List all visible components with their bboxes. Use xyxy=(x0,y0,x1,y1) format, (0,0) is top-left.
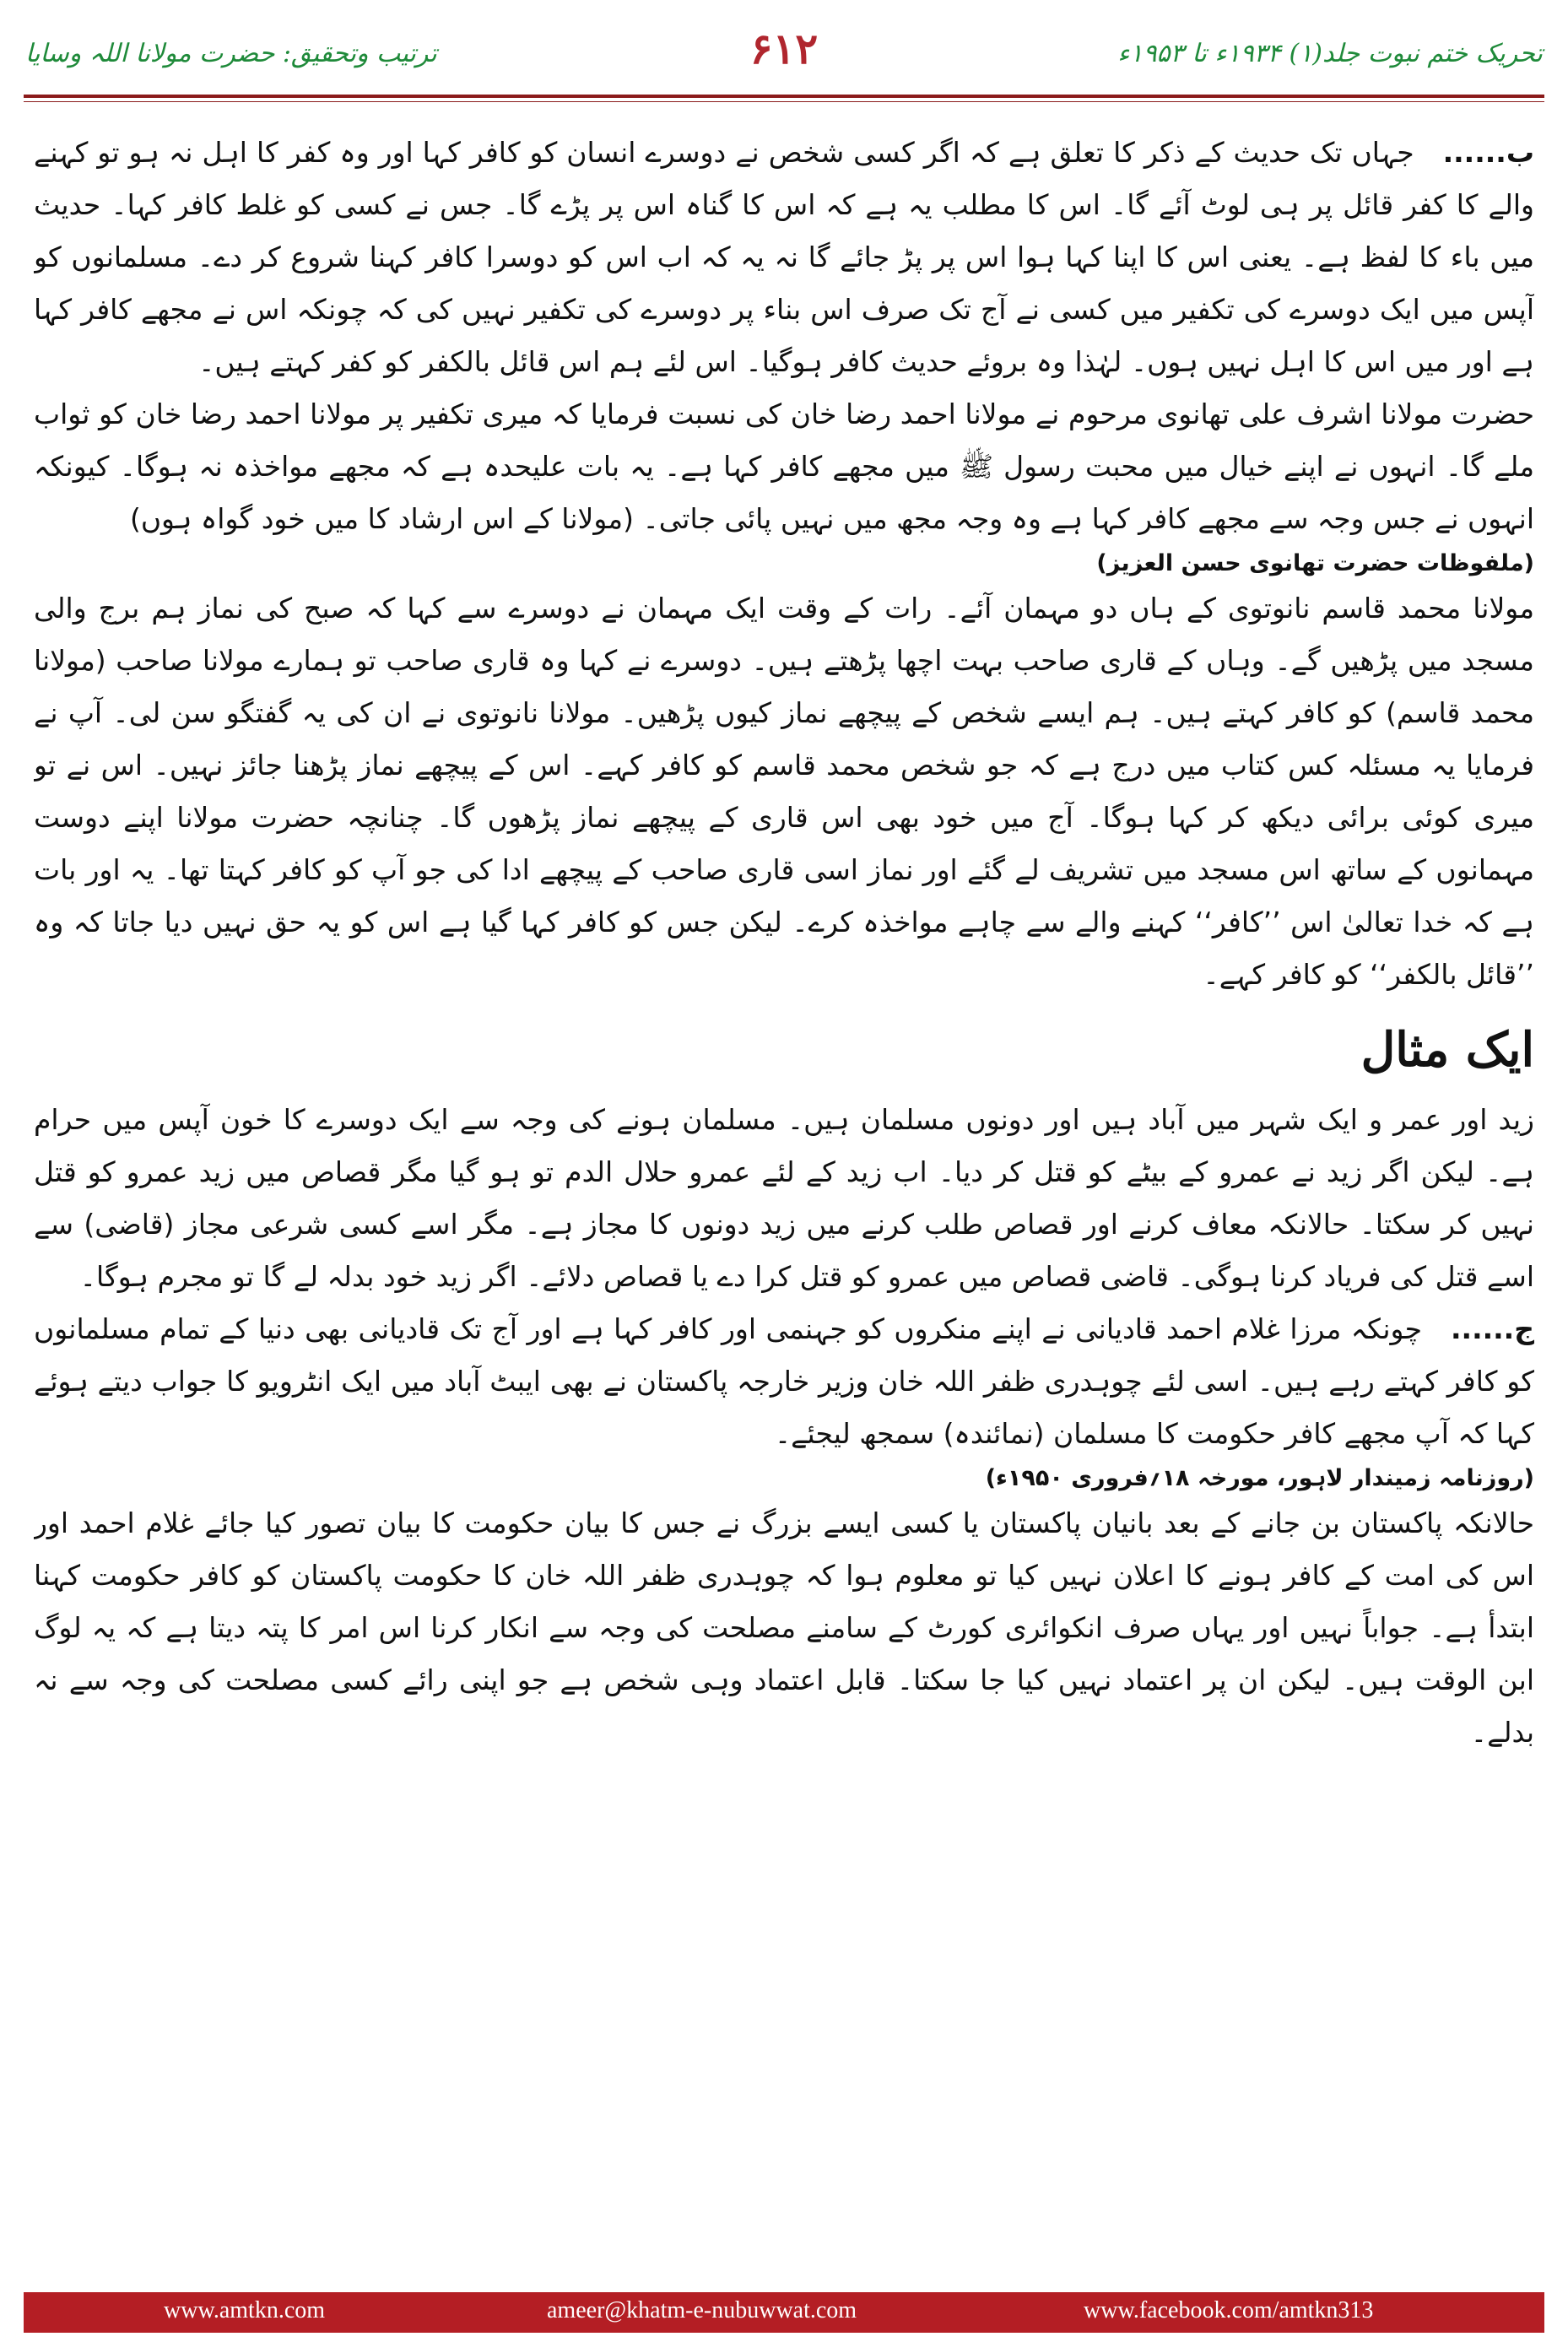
paragraph-b xyxy=(34,127,1534,388)
citation-zamindar: (روزنامہ زمیندار لاہور، مورخہ ۱۸؍فروری ۱۹۵۰ء) xyxy=(985,1465,1534,1491)
paragraph-nanotvi xyxy=(34,582,1534,1001)
paragraph-example xyxy=(34,1094,1534,1303)
paragraph-example-text: زید اور عمر و ایک شہر میں آباد ہیں اور دونوں مسلمان ہیں۔ مسلمان ہونے کی وجہ سے ایک دوسرے کا خون آپس میں حرام ہے۔ لیکن اگر زید نے عمرو کے بیٹے کو قتل کر دیا۔ اب زید کے لئے عمرو حلال الدم تو ہو گیا مگر قصاص میں زید عمرو کو قتل نہیں کر سکتا۔ حالانکہ معاف کرنے اور قصاص طلب کرنے میں زید دونوں کا مجاز ہے۔ مگر اسے کسی شرعی مجاز (قاضی) سے اسے قتل کی فریاد کرنا ہوگی۔ قاضی قصاص میں عمرو کو قتل کرا دے یا قصاص دلائے۔ اگر زید خود بدلہ لے گا تو مجرم ہوگا۔ xyxy=(34,1103,1534,1293)
header-divider-thin xyxy=(24,101,1544,102)
page-number: ۶۱۲ xyxy=(749,24,819,73)
page-body xyxy=(34,127,1534,2245)
paragraph-nanotvi-text: مولانا محمد قاسم نانوتوی کے ہاں دو مہمان آئے۔ رات کے وقت ایک مہمان نے دوسرے سے کہا کہ صبح کی نماز ہم برج والی مسجد میں پڑھیں گے۔ وہاں کے قاری صاحب بہت اچھا پڑھتے ہیں۔ دوسرے نے کہا وہ قاری صاحب تو ہمارے مولانا صاحب (مولانا محمد قاسم) کو کافر کہتے ہیں۔ ہم ایسے شخص کے پیچھے نماز کیوں پڑھیں۔ مولانا نانوتوی نے ان کی یہ گفتگو سن لی۔ آپ نے فرمایا یہ مسئلہ کس کتاب میں درج ہے کہ جو شخص محمد قاسم کو کافر کہے۔ اس کے پیچھے نماز پڑھنا جائز نہیں۔ اس نے تو میری کوئی برائی دیکھ کر کہا ہوگا۔ آج میں خود بھی اس قاری کے پیچھے نماز پڑھوں گا۔ چنانچہ حضرت مولانا اپنے دوست مہمانوں کے ساتھ اس مسجد میں تشریف لے گئے اور نماز اسی قاری صاحب کے پیچھے ادا کی جو آپ کو کافر کہتا تھا۔ یہ اور بات ہے کہ خدا تعالیٰ اس ’’کافر‘‘ کہنے والے سے چاہے مواخذہ کرے۔ لیکن جس کو کافر کہا گیا ہے اس کو یہ حق نہیں دیا جاتا کہ وہ ’’قائل بالکفر‘‘ کو کافر کہے۔ xyxy=(34,592,1534,991)
paragraph-thanvi-text: حضرت مولانا اشرف علی تھانوی مرحوم نے مولانا احمد رضا خان کی نسبت فرمایا کہ میری تکفیر پر مولانا احمد رضا خان کو ثواب ملے گا۔ انہوں نے اپنے خیال میں محبت رسول ﷺ میں مجھے کافر کہا ہے۔ یہ بات علیحدہ ہے کہ مجھے مواخذہ نہ ہوگا۔ کیونکہ انہوں نے جس وجہ سے مجھے کافر کہا ہے وہ وجہ مجھ میں نہیں پائی جاتی۔ (مولانا کے اس ارشاد کا میں خود گواہ ہوں) xyxy=(34,398,1534,535)
paragraph-j-text: چونکہ مرزا غلام احمد قادیانی نے اپنے منکروں کو جہنمی اور کافر کہا ہے اور آج تک قادیانی بھی دنیا کے تمام مسلمانوں کو کافر کہتے رہے ہیں۔ اسی لئے چوہدری ظفر اللہ خان وزیر خارجہ پاکستان نے بھی ایبٹ آباد میں ایک انٹرویو کا جواب دیتے ہوئے کہا کہ آپ مجھے کافر حکومت کا مسلمان (نمائندہ) سمجھ لیجئے۔ xyxy=(34,1312,1534,1450)
paragraph-final-text: حالانکہ پاکستان بن جانے کے بعد بانیان پاکستان یا کسی ایسے بزرگ نے جس کا بیان حکومت کا بیان تصور کیا جائے غلام احمد اور اس کی امت کے کافر ہونے کا اعلان نہیں کیا تو معلوم ہوا کہ چوہدری ظفر اللہ خان کا حکومت پاکستان کو کافر حکومت کہنا ابتدأ ہے۔ جواباً نہیں اور یہاں صرف انکوائری کورٹ کے سامنے مصلحت کی وجہ سے انکار کرنا اس امر کا پتہ دیتا ہے کہ یہ لوگ ابن الوقت ہیں۔ لیکن ان پر اعتماد نہیں کیا جا سکتا۔ قابل اعتماد وہی شخص ہے جو اپنی رائے کسی مصلحت کی وجہ سے نہ بدلے۔ xyxy=(34,1506,1534,1749)
footer-facebook-link[interactable]: www.facebook.com/amtkn313 xyxy=(1084,2297,1374,2323)
section-marker-b: ب...... xyxy=(1442,136,1534,169)
page-footer xyxy=(24,2292,1544,2333)
paragraph-final xyxy=(34,1497,1534,1759)
paragraph-j xyxy=(34,1303,1534,1497)
footer-email-link[interactable]: ameer@khatm-e-nubuwwat.com xyxy=(547,2297,857,2323)
page-header xyxy=(0,0,1568,100)
footer-website-link[interactable]: www.amtkn.com xyxy=(164,2297,326,2323)
book-title: تحریک ختم نبوت جلد(۱) ۱۹۳۴ء تا ۱۹۵۳ء xyxy=(1117,39,1543,68)
paragraph-thanvi xyxy=(34,388,1534,582)
citation-malfoozat: (ملفوظات حضرت تھانوی حسن العزیز) xyxy=(1096,550,1534,576)
section-marker-j: ج...... xyxy=(1451,1312,1534,1345)
compiler-credit: ترتیب وتحقیق: حضرت مولانا اللہ وسایا xyxy=(25,39,437,68)
header-divider xyxy=(24,95,1544,98)
paragraph-b-text: جہاں تک حدیث کے ذکر کا تعلق ہے کہ اگر کسی شخص نے دوسرے انسان کو کافر کہا اور وہ کفر کا اہل نہ ہو تو کہنے والے کا کفر قائل پر ہی لوٹ آئے گا۔ اس کا مطلب یہ ہے کہ اس کا گناہ اس پر پڑے گا۔ جس نے کسی کو غلط کافر کہا۔ حدیث میں باء کا لفظ ہے۔ یعنی اس کا اپنا کہا ہوا اس پر پڑ جائے گا نہ یہ کہ اب اس کو دوسرا کافر کہنا شروع کر دے۔ مسلمانوں کو آپس میں ایک دوسرے کی تکفیر میں کسی نے آج تک صرف اس بناء پر دوسرے کی تکفیر نہیں کی کہ چونکہ اس نے مجھے کافر کہا ہے اور میں اس کا اہل نہیں ہوں۔ لہٰذا وہ بروئے حدیث کافر ہوگیا۔ اس لئے ہم اس قائل بالکفر کو کفر کہتے ہیں۔ xyxy=(34,136,1534,378)
section-heading: ایک مثال xyxy=(1360,1022,1534,1078)
